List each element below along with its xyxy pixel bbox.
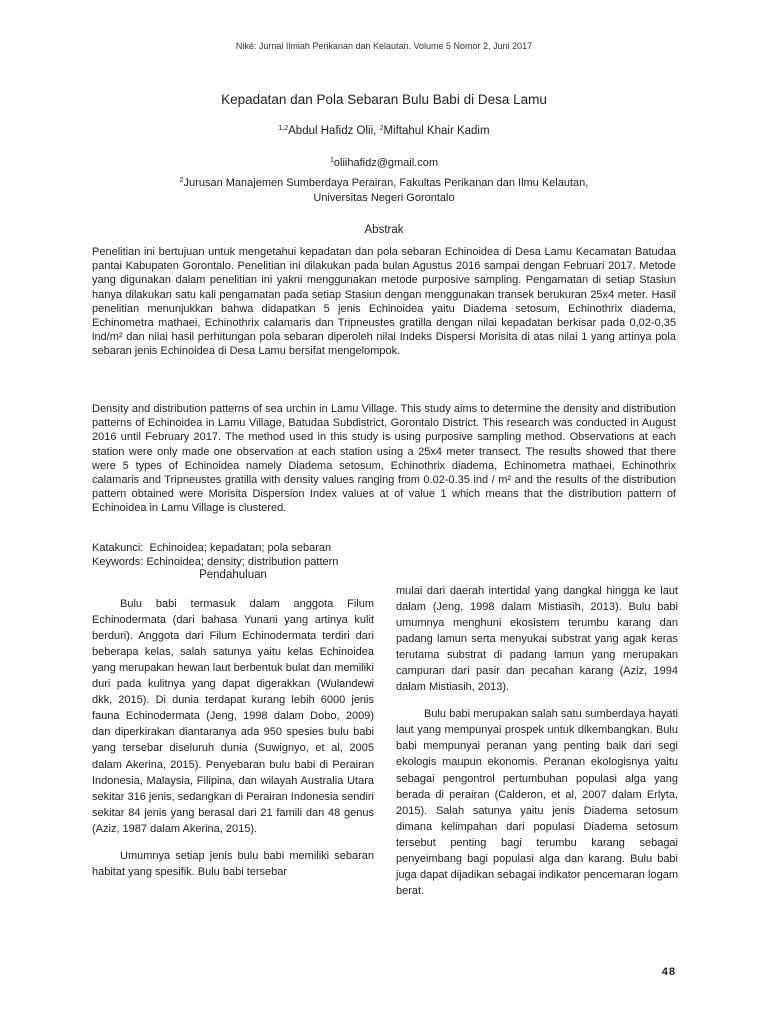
- left-column: [92, 567, 374, 891]
- email-mark: 1: [330, 157, 334, 164]
- author2-affiliation-mark: 2: [379, 125, 384, 132]
- keywords-english: Keywords: Echinoidea; density; distribution pattern: [92, 556, 339, 568]
- abstract-indonesian: Penelitian ini bertujuan untuk mengetahui kepadatan dan pola sebaran Echinoidea di Desa Lamu Kecamatan Batudaa pantai Kabupaten Gorontalo. Penelitian ini dilakukan pada bulan Agustus 2016 sampai dengan Februari 2017. Metode yang digunakan dalam penelitian ini yakni menggunakan metode purposive sampling. Pengamatan di setiap Stasiun hanya dilakukan satu kali pengamatan pada setiap Stasiun dengan menggunakan transek berukuran 25x4 meter. Hasil penelitian menunjukkan bahwa didapatkan 5 jenis Echinoidea yaitu Diadema setosum, Echinothrix diadema, Echinometra mathaei, Echinothrix calamaris dan Tripneustes gratilla dengan nilai kepadatan berkisar pada 0,02-0,35 ind/m² dan nilai hasil perhitungan pola sebaran diperoleh nilai Indeks Dispersi Morisita di atas nilai 1 yang artinya pola sebaran jenis Echinoidea di Desa Lamu bersifat mengelompok.: [92, 246, 676, 358]
- abstract-english: Density and distribution patterns of sea urchin in Lamu Village. This study aims to determine the density and distribution patterns of Echinoidea in Lamu Village, Batudaa Subdistrict, Gorontalo District. This research was conducted in August 2016 until February 2017. The method used in this study is using purposive sampling method. Observations at each station were only made one observation at each station using a 25x4 meter transect. The results showed that there were 5 types of Echinoidea namely Diadema setosum, Echinothrix diadema, Echinometra mathaei, Echinothrix calamaris and Tripneustes gratilla with density values ranging from 0.02-0.35 ind / m² and the results of the distribution pattern obtained were Morisita Dispersion Index values at of value 1 which means that the distribution pattern of Echinoidea in Lamu Village is clustered.: [92, 403, 676, 515]
- intro-paragraph-2-continued: mulai dari daerah intertidal yang dangkal hingga ke laut dalam (Jeng, 1998 dalam Mistiasih, 2013). Bulu babi umumnya menghuni ekosistem terumbu karang dan padang lamun serta menyukai substrat yang agak keras terutama substrat di padang lamun yang merupakan campuran dari pasir dan pecahan karang (Aziz, 1994 dalam Mistiasih, 2013).: [396, 585, 678, 694]
- author1-affiliation-mark: 1,2: [278, 125, 289, 132]
- abstract-heading: Abstrak: [364, 224, 404, 236]
- author1-name: Abdul Hafidz Olii,: [288, 125, 377, 137]
- affiliation-line-1: [0, 176, 768, 191]
- journal-header: Nikè: Jurnal Ilmiah Perikanan dan Kelautan. Volume 5 Nomor 2, Juni 2017: [235, 41, 533, 51]
- email-address[interactable]: oliihafidz@gmail.com: [333, 157, 438, 169]
- affiliation: [0, 176, 768, 206]
- keywords-block: [92, 541, 676, 569]
- affiliation-line-2: Universitas Negeri Gorontalo: [313, 192, 455, 204]
- affiliation-mark: 2: [179, 177, 184, 184]
- keywords-indonesian: Katakunci: Echinoidea; kepadatan; pola sebaran: [92, 542, 332, 554]
- corresponding-email: [0, 157, 768, 169]
- intro-paragraph-3: Bulu babi merupakan salah satu sumberdaya hayati laut yang mempunyai prospek untuk dikembangkan. Bulu babi mempunyai peranan yang penting baik dari segi ekologis maupun ekonomis. Peranan ekologisnya yaitu sebagai pengontrol pertumbuhan populasi alga yang berada di perairan (Calderon, et al, 2007 dalam Erlyta, 2015). Salah satunya yaitu jenis Diadema setosum dimana kelimpahan dari populasi Diadema setosum tersebut penting bagi terumbu karang sebagai penyeimbang bagi populasi alga dan karang. Bulu babi juga dapat dijadikan sebagai indikator pencemaran logam berat.: [396, 708, 678, 897]
- right-column: [396, 583, 678, 910]
- author-line: [0, 125, 768, 137]
- paper-title: Kepadatan dan Pola Sebaran Bulu Babi di Desa Lamu: [221, 92, 547, 107]
- page-number: 48: [661, 966, 676, 978]
- section-heading-introduction: Pendahuluan: [199, 569, 267, 581]
- author2-name: Miftahul Khair Kadim: [383, 125, 490, 137]
- affiliation-dept: Jurusan Manajemen Sumberdaya Perairan, Fakultas Perikanan dan Ilmu Kelautan,: [183, 177, 589, 189]
- intro-paragraph-2: Umumnya setiap jenis bulu babi memiliki sebaran habitat yang spesifik. Bulu babi tersebar: [92, 849, 374, 878]
- intro-paragraph-1: Bulu babi termasuk dalam anggota Filum Echinodermata (dari bahasa Yunani yang artinya kulit berduri). Anggota dari Filum Echinodermata terdiri dari beberapa kelas, salah satunya yaitu kelas Echinoidea yang merupakan hewan laut berbentuk bulat dan memiliki duri pada kulitnya yang dapat digerakkan (Wulandewi dkk, 2015). Di dunia terdapat kurang lebih 6000 jenis fauna Echinodermata (Jeng, 1998 dalam Dobo, 2009) dan diperkirakan diantaranya ada 950 spesies bulu babi yang tersebar diseluruh dunia (Suwignyo, et al, 2005 dalam Akerina, 2015). Penyebaran bulu babi di Perairan Indonesia, Malaysia, Filipina, dan wilayah Australia Utara sekitar 316 jenis, sedangkan di Perairan Indonesia sendiri sekitar 84 jenis yang berasal dari 21 famili dan 48 genus (Aziz, 1987 dalam Akerina, 2015).: [92, 598, 374, 835]
